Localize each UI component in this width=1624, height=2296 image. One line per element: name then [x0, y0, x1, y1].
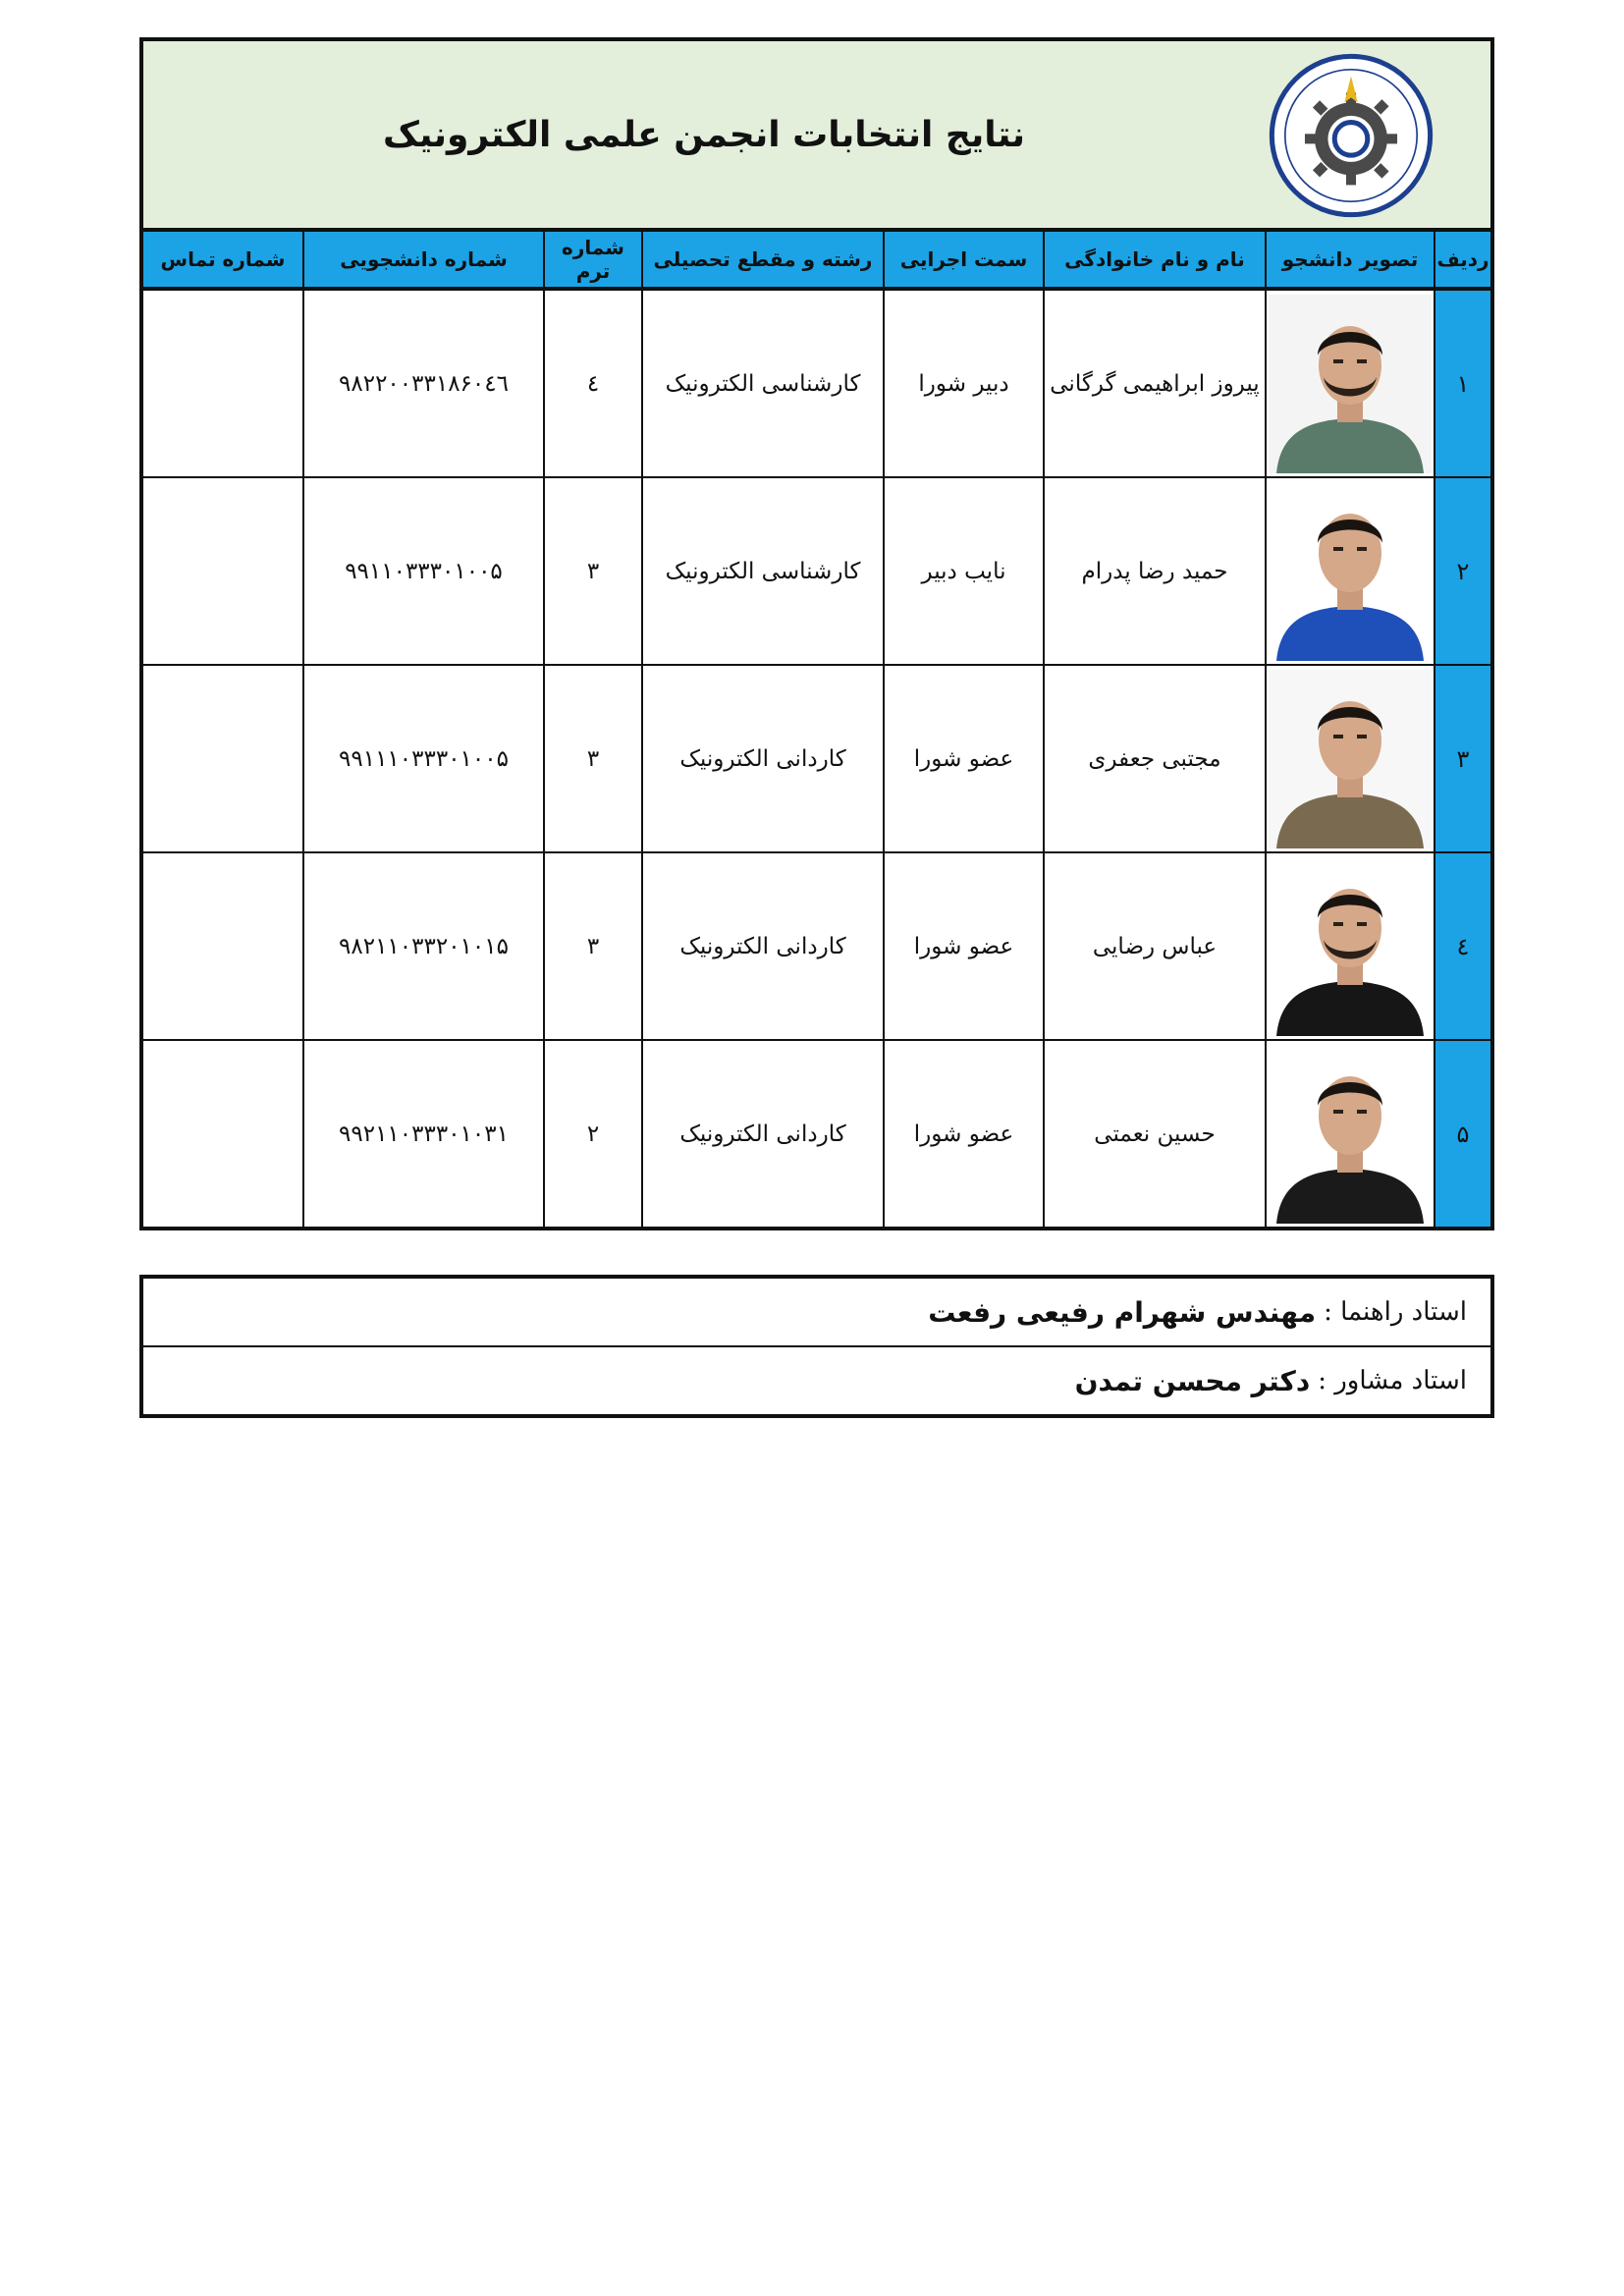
term-cell: ۲	[544, 1040, 642, 1227]
student-id-cell: ۹۹۲۱۱۰۳۳۳۰۱۰۳۱	[303, 1040, 544, 1227]
name-cell: حسین نعمتی	[1044, 1040, 1266, 1227]
photo-cell	[1266, 477, 1435, 665]
table-row	[143, 852, 1490, 1040]
student-id-cell: ۹۹۱۱۱۰۳۳۳۰۱۰۰۵	[303, 665, 544, 852]
role-cell: عضو شورا	[884, 665, 1044, 852]
contact-cell	[143, 1040, 303, 1227]
row-number-cell: ۵	[1435, 1040, 1490, 1227]
photo-cell	[1266, 1040, 1435, 1227]
student-id-cell: ۹۹۱۱۰۳۳۳۰۱۰۰۵	[303, 477, 544, 665]
col-header-student-id: شماره دانشجویی	[303, 232, 544, 289]
row-number-cell: ٤	[1435, 852, 1490, 1040]
col-header-contact: شماره تماس	[143, 232, 303, 289]
table-row	[143, 477, 1490, 665]
row-number-cell: ۳	[1435, 665, 1490, 852]
table-row	[143, 1040, 1490, 1227]
contact-cell	[143, 477, 303, 665]
name-cell: حمید رضا پدرام	[1044, 477, 1266, 665]
table-row	[143, 665, 1490, 852]
student-portrait-icon	[1269, 482, 1432, 661]
student-portrait-icon	[1269, 670, 1432, 848]
major-cell: کاردانی الکترونیک	[642, 1040, 884, 1227]
col-header-term: شماره ترم	[544, 232, 642, 289]
header-row	[143, 232, 1490, 289]
major-cell: کارشناسی الکترونیک	[642, 289, 884, 477]
term-cell: ۳	[544, 852, 642, 1040]
advisors-box	[139, 1275, 1494, 1418]
student-portrait-icon	[1269, 295, 1432, 473]
student-id-cell: ۹۸۲۱۱۰۳۳۲۰۱۰۱۵	[303, 852, 544, 1040]
contact-cell	[143, 665, 303, 852]
photo-cell	[1266, 665, 1435, 852]
name-cell: عباس رضایی	[1044, 852, 1266, 1040]
role-cell: عضو شورا	[884, 1040, 1044, 1227]
contact-cell	[143, 289, 303, 477]
results-sheet	[139, 37, 1494, 1230]
major-cell: کارشناسی الکترونیک	[642, 477, 884, 665]
role-cell: دبیر شورا	[884, 289, 1044, 477]
term-cell: ٤	[544, 289, 642, 477]
counselor-advisor-label: استاد مشاور :	[1318, 1366, 1467, 1395]
guide-advisor-row	[143, 1279, 1490, 1345]
student-portrait-icon	[1269, 857, 1432, 1036]
col-header-photo: تصویر دانشجو	[1266, 232, 1435, 289]
role-cell: عضو شورا	[884, 852, 1044, 1040]
guide-advisor-label: استاد راهنما :	[1324, 1297, 1467, 1327]
name-cell: پیروز ابراهیمی گرگانی	[1044, 289, 1266, 477]
title-band	[143, 41, 1490, 232]
results-table	[143, 232, 1490, 1227]
name-cell: مجتبی جعفری	[1044, 665, 1266, 852]
col-header-role: سمت اجرایی	[884, 232, 1044, 289]
col-header-name: نام و نام خانوادگی	[1044, 232, 1266, 289]
student-id-cell: ۹۸۲۲۰۰۳۳۱۸۶۰٤٦	[303, 289, 544, 477]
photo-cell	[1266, 289, 1435, 477]
role-cell: نایب دبیر	[884, 477, 1044, 665]
counselor-advisor-name: دکتر محسن تمدن	[1074, 1364, 1311, 1397]
table-row	[143, 289, 1490, 477]
photo-cell	[1266, 852, 1435, 1040]
page-title: نتایج انتخابات انجمن علمی الکترونیک	[382, 114, 1026, 155]
term-cell: ۳	[544, 665, 642, 852]
contact-cell	[143, 852, 303, 1040]
term-cell: ۳	[544, 477, 642, 665]
col-header-row: ردیف	[1435, 232, 1490, 289]
guide-advisor-name: مهندس شهرام رفیعی رفعت	[928, 1295, 1317, 1329]
major-cell: کاردانی الکترونیک	[642, 852, 884, 1040]
counselor-advisor-row	[143, 1345, 1490, 1414]
association-logo-icon	[1269, 53, 1434, 218]
row-number-cell: ۲	[1435, 477, 1490, 665]
row-number-cell: ۱	[1435, 289, 1490, 477]
major-cell: کاردانی الکترونیک	[642, 665, 884, 852]
student-portrait-icon	[1269, 1045, 1432, 1224]
col-header-major: رشته و مقطع تحصیلی	[642, 232, 884, 289]
